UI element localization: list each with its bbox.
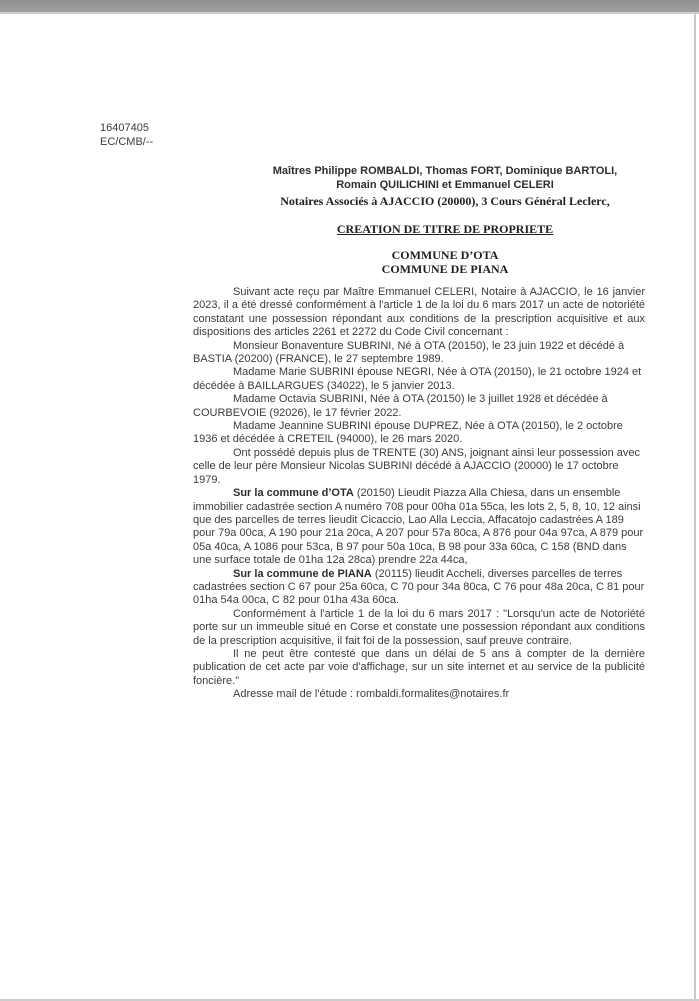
letterhead <box>219 164 671 276</box>
commune-heading-ota: COMMUNE D’OTA <box>391 248 499 262</box>
paragraph-6: Ont possédé depuis plus de TRENTE (30) ANS, joignant ainsi leur possession avec celle de leur père Monsieur Nicolas SUBRINI décédé à AJACCIO (20000) le 17 octobre 1979. <box>193 446 641 486</box>
file-reference-block <box>100 122 153 149</box>
commune-headings <box>219 249 671 276</box>
file-reference-number: 16407405 <box>100 122 149 134</box>
commune-heading-piana: COMMUNE DE PIANA <box>381 261 509 276</box>
paragraph-8: Sur la commune de PIANA (20115) lieudit Accheli, diverses parcelles de terres cadastrées section C 67 pour 25a 60ca, C 70 pour 34a 80ca, C 76 pour 48a 20ca, C 81 pour 01ha 54a 00ca, C 82 pour 01ha 43a 60ca. <box>193 567 645 607</box>
notary-office-line: Notaires Associés à AJACCIO (20000), 3 Cours Général Leclerc, <box>280 194 610 208</box>
document-content <box>193 164 645 702</box>
paragraph-10: Il ne peut être contesté que dans un délai de 5 ans à compter de la dernière publication de cet acte par voie d'affichage, sur un site internet et au service de la publicité foncière." <box>193 647 645 687</box>
paragraph-2: Monsieur Bonaventure SUBRINI, Né à OTA (20150), le 23 juin 1922 et décédé à BASTIA (20200) (FRANCE), le 27 septembre 1989. <box>193 339 625 366</box>
paragraph-11: Adresse mail de l'étude : rombaldi.formalites@notaires.fr <box>233 688 510 701</box>
commune-lead-label: Sur la commune de PIANA <box>233 567 372 580</box>
page-right-edge <box>694 14 696 1001</box>
document-title: CREATION DE TITRE DE PROPRIETE <box>336 222 554 236</box>
file-reference-code: EC/CMB/-- <box>100 135 154 148</box>
notaries-names-line-2: Romain QUILICHINI et Emmanuel CELERI <box>336 179 554 191</box>
notaries-names-line-1: Maîtres Philippe ROMBALDI, Thomas FORT, Dominique BARTOLI, <box>272 165 618 177</box>
paragraph-4: Madame Octavia SUBRINI, Née à OTA (20150) le 3 juillet 1928 et décédée à COURBEVOIE (92026), le 17 février 2022. <box>193 393 608 419</box>
viewer-top-bar <box>0 0 699 14</box>
paragraph-9: Conformément à l'article 1 de la loi du 6 mars 2017 : "Lorsqu'un acte de Notoriété porte sur un immeuble situé en Corse et constate une possession répondant aux conditions de la prescription acquisitive, il fait foi de la possession, sauf preuve contraire. <box>193 607 645 647</box>
paragraph-3: Madame Marie SUBRINI épouse NEGRI, Née à OTA (20150), le 21 octobre 1924 et décédée à BAILLARGUES (34022), le 5 janvier 2013. <box>193 366 642 392</box>
commune-lead-label: Sur la commune d’OTA <box>233 487 354 500</box>
paragraph-5: Madame Jeannine SUBRINI épouse DUPREZ, Née à OTA (20150), le 2 octobre 1936 et décédée à CRETEIL (94000), le 26 mars 2020. <box>193 420 623 446</box>
document-body <box>193 286 645 702</box>
paragraph-7: Sur la commune d’OTA (20150) Lieudit Piazza Alla Chiesa, dans un ensemble immobilier cadastrée section A numéro 708 pour 00ha 01a 55ca, les lots 2, 5, 8, 10, 12 ainsi que des parcelles de terres lieudit Cicaccio, Lao Alla Leccia, Affacatojo cadastrées A 189 pour 79a 00ca, A 190 pour 21a 20ca, A 207 pour 57a 80ca, A 876 pour 04a 97ca, A 879 pour 05a 40ca, A 1086 pour 53ca, B 97 pour 50a 10ca, B 98 pour 33a 60ca, C 158 (BND dans une surface totale de 01ha 12a 28ca) prendre 22a 44ca, <box>193 487 644 567</box>
paragraph-1: Suivant acte reçu par Maître Emmanuel CELERI, Notaire à AJACCIO, le 16 janvier 2023, il a été dressé conformément à l'article 1 de la loi du 6 mars 2017 un acte de notoriété constatant une possession répondant aux conditions de la prescription acquisitive et aux dispositions des articles 2261 et 2272 du Code Civil concernant : <box>193 286 645 339</box>
